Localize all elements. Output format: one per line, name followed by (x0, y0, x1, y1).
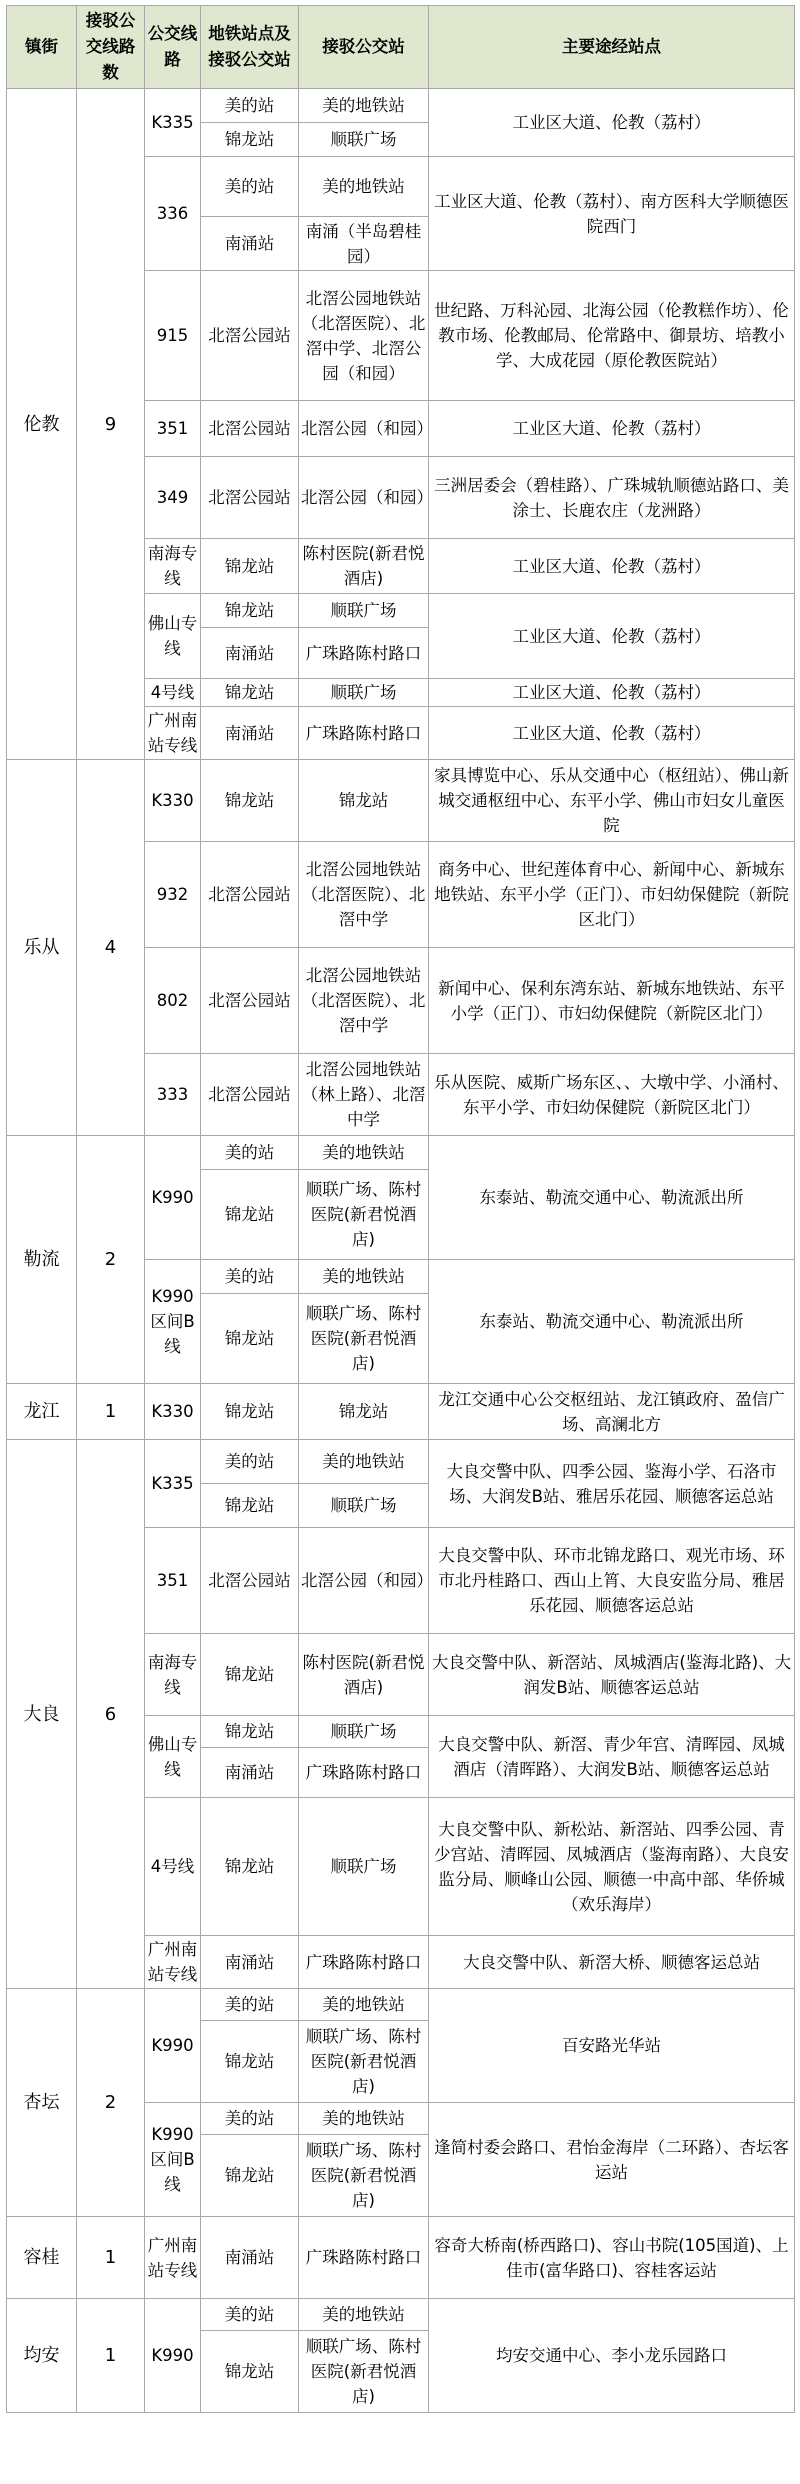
bus-line-cell: 333 (145, 1054, 201, 1136)
table-row (7, 2217, 795, 2299)
main-stops-cell: 乐从医院、威斯广场东区、、大墩中学、小涌村、东平小学、市妇幼保健院（新院区北门） (429, 1054, 795, 1136)
metro-station-cell: 锦龙站 (201, 2331, 299, 2413)
main-stops-cell: 大良交警中队、环市北锦龙路口、观光市场、环市北丹桂路口、西山上筲、大良安监分局、雅居乐花园、顺德客运总站 (429, 1528, 795, 1634)
metro-station-cell: 北滘公园站 (201, 457, 299, 539)
connecting-stop-cell: 锦龙站 (299, 760, 429, 842)
table-body (7, 89, 795, 2413)
town-name-cell: 杏坛 (7, 1989, 77, 2217)
bus-line-cell: 915 (145, 271, 201, 401)
table-row (7, 2299, 795, 2331)
connecting-stop-cell: 顺联广场、陈村医院(新君悦酒店) (299, 2135, 429, 2217)
bus-line-cell: K330 (145, 760, 201, 842)
main-stops-cell: 工业区大道、伦教（荔村） (429, 707, 795, 760)
main-stops-cell: 工业区大道、伦教（荔村） (429, 539, 795, 594)
town-name-cell: 容桂 (7, 2217, 77, 2299)
connecting-stop-cell: 顺联广场 (299, 1798, 429, 1936)
metro-station-cell: 锦龙站 (201, 1716, 299, 1748)
metro-station-cell: 美的站 (201, 1136, 299, 1170)
header-connecting-stop: 接驳公交站 (299, 6, 429, 89)
bus-line-cell: 广州南站专线 (145, 707, 201, 760)
connecting-stop-cell: 南涌（半岛碧桂园） (299, 217, 429, 271)
header-town: 镇街 (7, 6, 77, 89)
metro-station-cell: 美的站 (201, 1260, 299, 1294)
town-name-cell: 伦教 (7, 89, 77, 760)
bus-line-cell: 336 (145, 157, 201, 271)
bus-line-cell: 佛山专线 (145, 594, 201, 679)
connecting-stop-cell: 北滘公园（和园） (299, 1528, 429, 1634)
header-bus-line: 公交线路 (145, 6, 201, 89)
header-row (7, 6, 795, 89)
metro-station-cell: 北滘公园站 (201, 842, 299, 948)
table-row (7, 89, 795, 123)
connecting-stop-cell: 北滘公园地铁站（北滘医院）、北滘中学 (299, 948, 429, 1054)
main-stops-cell: 新闻中心、保利东湾东站、新城东地铁站、东平小学（正门）、市妇幼保健院（新院区北门） (429, 948, 795, 1054)
line-count-cell: 1 (77, 1384, 145, 1440)
metro-station-cell: 北滘公园站 (201, 401, 299, 457)
header-metro-station: 地铁站点及接驳公交站 (201, 6, 299, 89)
bus-line-cell: 351 (145, 1528, 201, 1634)
bus-line-cell: K990区间B线 (145, 2103, 201, 2217)
table-row (7, 760, 795, 842)
line-count-cell: 2 (77, 1989, 145, 2217)
metro-station-cell: 锦龙站 (201, 1384, 299, 1440)
table-row (7, 1989, 795, 2021)
main-stops-cell: 龙江交通中心公交枢纽站、龙江镇政府、盈信广场、高澜北方 (429, 1384, 795, 1440)
metro-station-cell: 北滘公园站 (201, 1528, 299, 1634)
connecting-stop-cell: 顺联广场、陈村医院(新君悦酒店) (299, 2021, 429, 2103)
town-name-cell: 勒流 (7, 1136, 77, 1384)
metro-station-cell: 锦龙站 (201, 1634, 299, 1716)
connecting-stop-cell: 美的地铁站 (299, 157, 429, 217)
connecting-stop-cell: 顺联广场 (299, 679, 429, 707)
bus-line-cell: 南海专线 (145, 539, 201, 594)
metro-station-cell: 美的站 (201, 89, 299, 123)
metro-station-cell: 锦龙站 (201, 594, 299, 628)
table-row (7, 1440, 795, 1484)
bus-line-cell: K330 (145, 1384, 201, 1440)
town-name-cell: 龙江 (7, 1384, 77, 1440)
connecting-stop-cell: 广珠路陈村路口 (299, 1748, 429, 1798)
connecting-stop-cell: 美的地铁站 (299, 89, 429, 123)
connecting-stop-cell: 美的地铁站 (299, 2299, 429, 2331)
metro-station-cell: 南涌站 (201, 2217, 299, 2299)
main-stops-cell: 容奇大桥南(桥西路口)、容山书院(105国道)、上佳市(富华路口)、容桂客运站 (429, 2217, 795, 2299)
metro-station-cell: 锦龙站 (201, 123, 299, 157)
bus-line-cell: 佛山专线 (145, 1716, 201, 1798)
bus-line-cell: 802 (145, 948, 201, 1054)
connecting-stop-cell: 美的地铁站 (299, 1136, 429, 1170)
header-main-stops: 主要途经站点 (429, 6, 795, 89)
main-stops-cell: 大良交警中队、新松站、新滘站、四季公园、青少宫站、清晖园、凤城酒店（鉴海南路）、大良安监分局、顺峰山公园、顺德一中高中部、华侨城（欢乐海岸） (429, 1798, 795, 1936)
line-count-cell: 4 (77, 760, 145, 1136)
bus-line-cell: K990 (145, 1989, 201, 2103)
connecting-stop-cell: 顺联广场、陈村医院(新君悦酒店) (299, 1170, 429, 1260)
main-stops-cell: 大良交警中队、新滘站、凤城酒店(鉴海北路)、大润发B站、顺德客运总站 (429, 1634, 795, 1716)
metro-station-cell: 北滘公园站 (201, 1054, 299, 1136)
main-stops-cell: 商务中心、世纪莲体育中心、新闻中心、新城东地铁站、东平小学（正门）、市妇幼保健院（新院区北门） (429, 842, 795, 948)
metro-station-cell: 锦龙站 (201, 679, 299, 707)
main-stops-cell: 工业区大道、伦教（荔村） (429, 679, 795, 707)
metro-station-cell: 北滘公园站 (201, 948, 299, 1054)
town-name-cell: 乐从 (7, 760, 77, 1136)
main-stops-cell: 世纪路、万科沁园、北海公园（伦教糕作坊）、伦教市场、伦教邮局、伦常路中、御景坊、培教小学、大成花园（原伦教医院站） (429, 271, 795, 401)
main-stops-cell: 大良交警中队、四季公园、鉴海小学、石洛市场、大润发B站、雅居乐花园、顺德客运总站 (429, 1440, 795, 1528)
connecting-stop-cell: 广珠路陈村路口 (299, 1936, 429, 1989)
connecting-stop-cell: 顺联广场 (299, 594, 429, 628)
main-stops-cell: 工业区大道、伦教（荔村） (429, 89, 795, 157)
bus-line-cell: 351 (145, 401, 201, 457)
metro-station-cell: 南涌站 (201, 217, 299, 271)
main-stops-cell: 工业区大道、伦教（荔村） (429, 594, 795, 679)
main-stops-cell: 逢简村委会路口、君怡金海岸（二环路）、杏坛客运站 (429, 2103, 795, 2217)
main-stops-cell: 家具博览中心、乐从交通中心（枢纽站）、佛山新城交通枢纽中心、东平小学、佛山市妇女儿童医院 (429, 760, 795, 842)
connecting-stop-cell: 广珠路陈村路口 (299, 628, 429, 679)
connecting-stop-cell: 顺联广场 (299, 123, 429, 157)
main-stops-cell: 百安路光华站 (429, 1989, 795, 2103)
connecting-stop-cell: 北滘公园地铁站（北滘医院）、北滘中学 (299, 842, 429, 948)
metro-station-cell: 美的站 (201, 1989, 299, 2021)
metro-station-cell: 南涌站 (201, 628, 299, 679)
metro-station-cell: 美的站 (201, 1440, 299, 1484)
connecting-stop-cell: 北滘公园地铁站（北滘医院）、北滘中学、北滘公园（和园） (299, 271, 429, 401)
bus-line-cell: 4号线 (145, 679, 201, 707)
table-row (7, 1136, 795, 1170)
metro-station-cell: 锦龙站 (201, 1484, 299, 1528)
metro-station-cell: 锦龙站 (201, 1798, 299, 1936)
bus-line-cell: K990 (145, 1136, 201, 1260)
main-stops-cell: 大良交警中队、新滘、青少年宫、清晖园、凤城酒店（清晖路）、大润发B站、顺德客运总站 (429, 1716, 795, 1798)
connecting-stop-cell: 顺联广场 (299, 1716, 429, 1748)
connecting-stop-cell: 美的地铁站 (299, 1989, 429, 2021)
header-line-count: 接驳公交线路数 (77, 6, 145, 89)
town-name-cell: 大良 (7, 1440, 77, 1989)
connecting-stop-cell: 陈村医院(新君悦酒店) (299, 1634, 429, 1716)
metro-station-cell: 美的站 (201, 157, 299, 217)
bus-line-cell: 932 (145, 842, 201, 948)
main-stops-cell: 工业区大道、伦教（荔村） (429, 401, 795, 457)
connecting-stop-cell: 北滘公园（和园） (299, 401, 429, 457)
main-stops-cell: 大良交警中队、新滘大桥、顺德客运总站 (429, 1936, 795, 1989)
connecting-stop-cell: 美的地铁站 (299, 1260, 429, 1294)
bus-line-cell: 南海专线 (145, 1634, 201, 1716)
connecting-stop-cell: 陈村医院(新君悦酒店) (299, 539, 429, 594)
metro-station-cell: 锦龙站 (201, 2135, 299, 2217)
town-name-cell: 均安 (7, 2299, 77, 2413)
connecting-stop-cell: 广珠路陈村路口 (299, 707, 429, 760)
table-row (7, 1384, 795, 1440)
bus-line-cell: 349 (145, 457, 201, 539)
metro-station-cell: 锦龙站 (201, 1294, 299, 1384)
metro-station-cell: 锦龙站 (201, 760, 299, 842)
connecting-stop-cell: 顺联广场 (299, 1484, 429, 1528)
connecting-stop-cell: 锦龙站 (299, 1384, 429, 1440)
metro-station-cell: 南涌站 (201, 1936, 299, 1989)
line-count-cell: 2 (77, 1136, 145, 1384)
metro-station-cell: 美的站 (201, 2103, 299, 2135)
connecting-stop-cell: 美的地铁站 (299, 2103, 429, 2135)
main-stops-cell: 东泰站、勒流交通中心、勒流派出所 (429, 1136, 795, 1260)
bus-line-cell: K990 (145, 2299, 201, 2413)
main-stops-cell: 三洲居委会（碧桂路）、广珠城轨顺德站路口、美涂士、长鹿农庄（龙洲路） (429, 457, 795, 539)
bus-line-cell: 4号线 (145, 1798, 201, 1936)
line-count-cell: 1 (77, 2299, 145, 2413)
metro-station-cell: 南涌站 (201, 707, 299, 760)
connecting-stop-cell: 美的地铁站 (299, 1440, 429, 1484)
line-count-cell: 1 (77, 2217, 145, 2299)
main-stops-cell: 工业区大道、伦教（荔村）、南方医科大学顺德医院西门 (429, 157, 795, 271)
bus-line-cell: 广州南站专线 (145, 1936, 201, 1989)
main-stops-cell: 均安交通中心、李小龙乐园路口 (429, 2299, 795, 2413)
main-stops-cell: 东泰站、勒流交通中心、勒流派出所 (429, 1260, 795, 1384)
connecting-stop-cell: 北滘公园地铁站（林上路）、北滘中学 (299, 1054, 429, 1136)
connecting-stop-cell: 顺联广场、陈村医院(新君悦酒店) (299, 2331, 429, 2413)
connecting-stop-cell: 顺联广场、陈村医院(新君悦酒店) (299, 1294, 429, 1384)
metro-station-cell: 锦龙站 (201, 1170, 299, 1260)
metro-station-cell: 锦龙站 (201, 539, 299, 594)
metro-station-cell: 锦龙站 (201, 2021, 299, 2103)
connecting-stop-cell: 北滘公园（和园） (299, 457, 429, 539)
bus-connection-table (6, 5, 795, 2413)
bus-line-cell: K335 (145, 1440, 201, 1528)
metro-station-cell: 南涌站 (201, 1748, 299, 1798)
connecting-stop-cell: 广珠路陈村路口 (299, 2217, 429, 2299)
line-count-cell: 9 (77, 89, 145, 760)
metro-station-cell: 美的站 (201, 2299, 299, 2331)
line-count-cell: 6 (77, 1440, 145, 1989)
metro-station-cell: 北滘公园站 (201, 271, 299, 401)
bus-line-cell: K335 (145, 89, 201, 157)
bus-line-cell: 广州南站专线 (145, 2217, 201, 2299)
bus-line-cell: K990区间B线 (145, 1260, 201, 1384)
